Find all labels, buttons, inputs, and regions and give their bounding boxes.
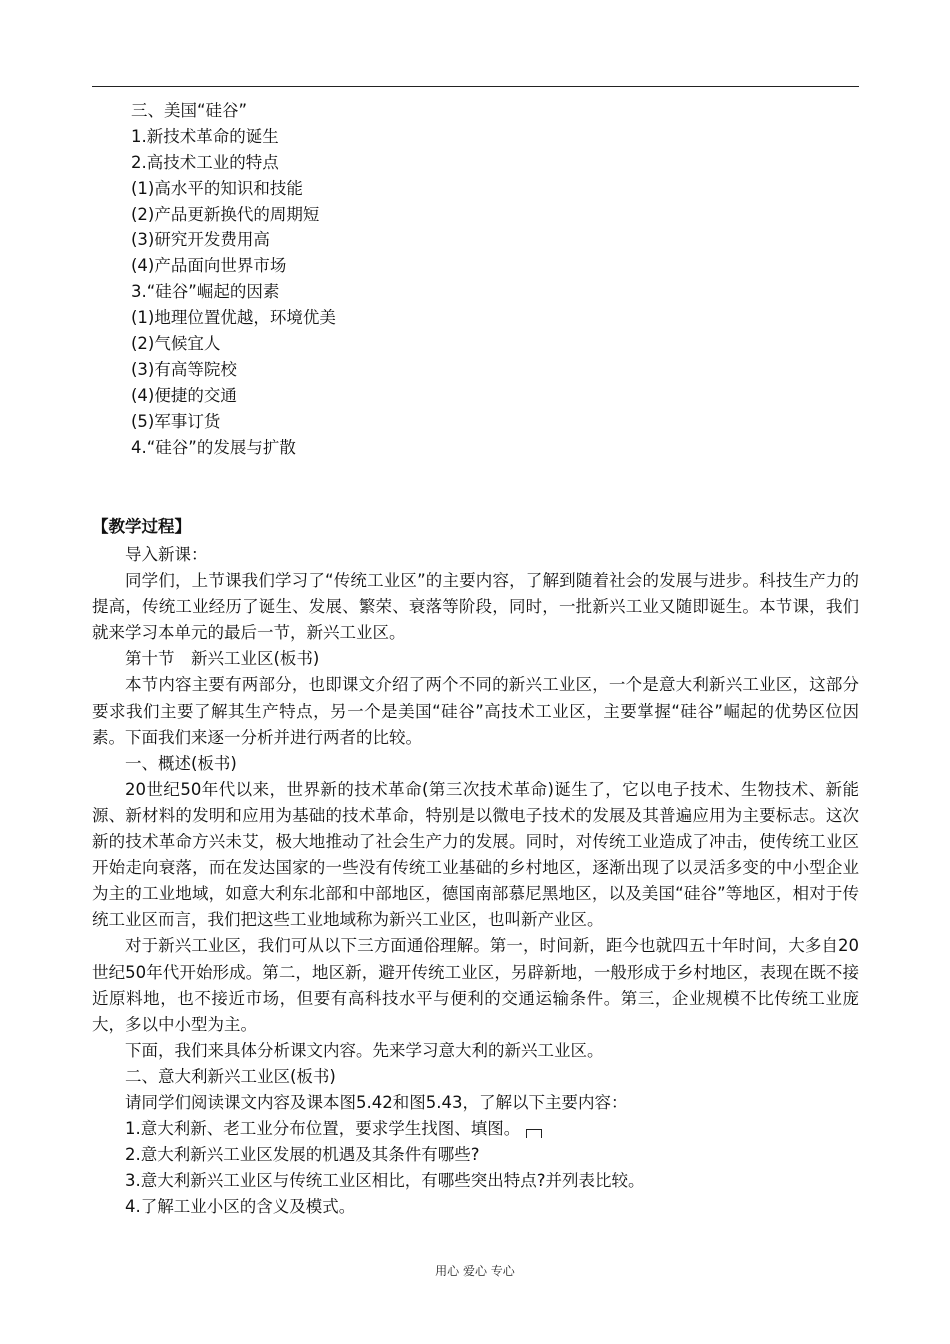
paragraph: 一、概述(板书) (125, 753, 237, 773)
paragraph: 二、意大利新兴工业区(板书) (125, 1066, 336, 1086)
paragraph-text: 1.意大利新、老工业分布位置，要求学生找图、填图。 (125, 1119, 521, 1139)
paragraph: 本节内容主要有两部分，也即课文介绍了两个不同的新兴工业区，一个是意大利新兴工业区，这部分要求我们主要了解其生产特点，另一个是美国“硅谷”高技术工业区，主要掌握“硅谷”崛起的优势区位因素。下面我们来逐一分析并进行两者的比较。 (92, 675, 859, 747)
outline-item: 三、美国“硅谷” (131, 101, 248, 120)
board-outline (131, 98, 336, 460)
paragraph: 导入新课： (125, 545, 208, 564)
outline-item: (3)有高等院校 (131, 359, 237, 379)
paragraph: 下面，我们来具体分析课文内容。先来学习意大利的新兴工业区。 (125, 1040, 604, 1060)
outline-item: 2.高技术工业的特点 (131, 152, 279, 172)
page-footer: 用心 爱心 专心 (435, 1264, 515, 1278)
outline-item: (4)便捷的交通 (131, 385, 237, 405)
paragraph: 第十节 新兴工业区(板书) (125, 649, 320, 669)
paragraph: 20世纪50年代以来，世界新的技术革命(第三次技术革命)诞生了，它以电子技术、生物技术、新能源、新材料的发明和应用为基础的技术革命，特别是以微电子技术的发展及其普遍应用为主要标志。这次新的技术革命方兴未艾，极大地推动了社会生产力的发展。同时，对传统工业造成了冲击，使传统工业区开始走向衰落，而在发达国家的一些没有传统工业基础的乡村地区，逐渐出现了以灵活多变的中小型企业为主的工业地域，如意大利东北部和中部地区，德国南部慕尼黑地区，以及美国“硅谷”等地区，相对于传统工业区而言，我们把这些工业地域称为新兴工业区，也叫新产业区。 (92, 779, 859, 930)
header-rule (92, 86, 859, 87)
paragraph: 3.意大利新兴工业区与传统工业区相比，有哪些突出特点?并列表比较。 (125, 1171, 645, 1191)
paragraph-with-mark (92, 1116, 859, 1142)
outline-item: (5)军事订货 (131, 411, 221, 431)
paragraph: 4.了解工业小区的含义及模式。 (125, 1197, 356, 1217)
outline-item: (1)高水平的知识和技能 (131, 178, 303, 198)
paragraph: 对于新兴工业区，我们可从以下三方面通俗理解。第一，时间新，距今也就四五十年时间，大多自20世纪50年代开始形成。第二，地区新，避开传统工业区，另辟新地，一般形成于乡村地区，表现在既不接近原料地，也不接近市场，但要有高科技水平与便利的交通运输条件。第三，企业规模不比传统工业庞大，多以中小型为主。 (92, 936, 859, 1034)
outline-item: 3.“硅谷”崛起的因素 (131, 282, 280, 302)
paragraph: 同学们，上节课我们学习了“传统工业区”的主要内容，了解到随着社会的发展与进步。科技生产力的提高，传统工业经历了诞生、发展、繁荣、衰落等阶段，同时，一批新兴工业又随即诞生。本节课，我们就来学习本单元的最后一节，新兴工业区。 (92, 571, 859, 643)
outline-item: 1.新技术革命的诞生 (131, 126, 279, 146)
outline-item: (1)地理位置优越，环境优美 (131, 308, 336, 328)
paragraph: 2.意大利新兴工业区发展的机遇及其条件有哪些? (125, 1145, 480, 1165)
table-insert-mark (526, 1129, 542, 1138)
outline-item: (3)研究开发费用高 (131, 230, 270, 250)
outline-item: 4.“硅谷”的发展与扩散 (131, 437, 296, 457)
outline-item: (4)产品面向世界市场 (131, 256, 287, 276)
teaching-process-body (92, 542, 859, 1220)
outline-item: (2)产品更新换代的周期短 (131, 204, 320, 224)
teaching-process-heading: 【教学过程】 (92, 517, 191, 536)
paragraph: 请同学们阅读课文内容及课本图5.42和图5.43，了解以下主要内容： (125, 1092, 628, 1112)
outline-item: (2)气候宜人 (131, 334, 221, 354)
